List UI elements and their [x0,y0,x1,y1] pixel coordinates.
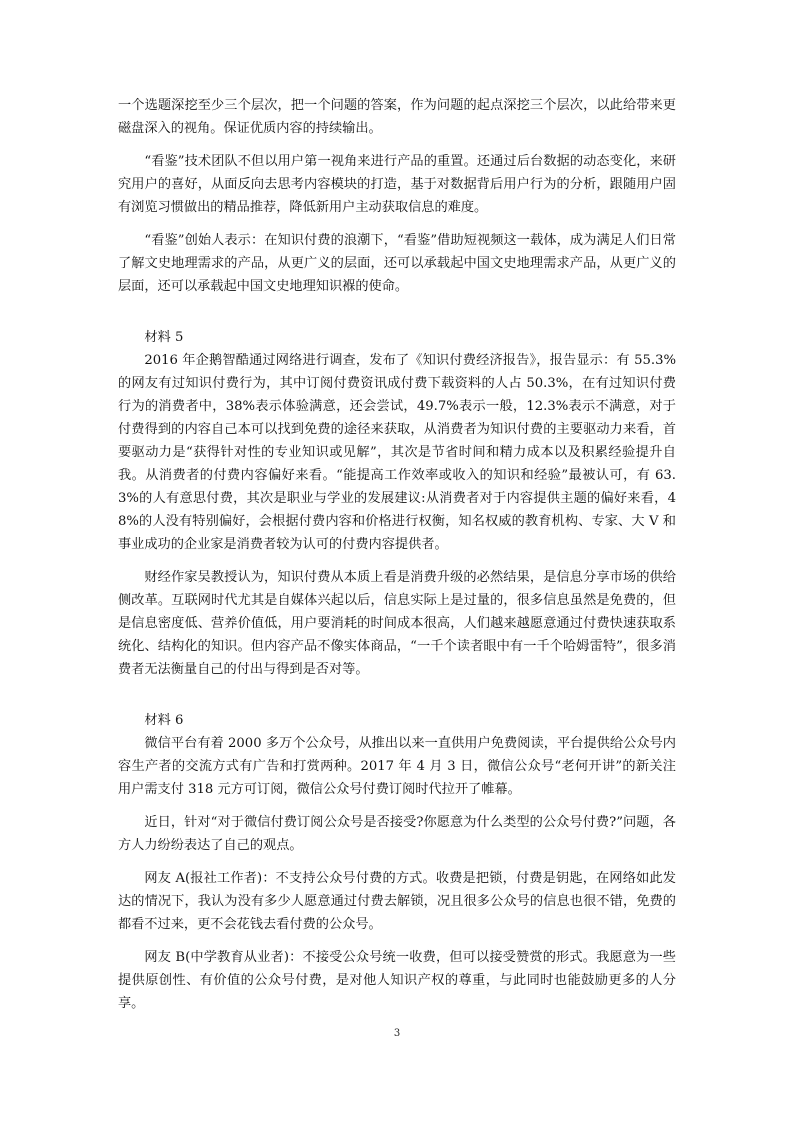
paragraph-kanjian-founder: “看鉴”创始人表示：在知识付费的浪潮下，“看鉴”借助短视频这一载体，成为满足人们日常了解文史地理需求的产品，从更广义的层面，还可以承载起中国文史地理需求产品，从更广义的层面，还可以承载起中国文史地理知识褓的使命。 [118,233,676,294]
section-heading: 材料 6 [144,713,184,728]
paragraph-netizen-b: 网友 B(中学教育从业者)：不接受公众号统一收费，但可以接受赞赏的形式。我愿意为一些提供原创性、有价值的公众号付费，是对他人知识产权的尊重，与此同时也能鼓励更多的人分享。 [118,950,676,1011]
paragraph-recent-question: 近日，针对“对于微信付费订阅公众号是否接受?你愿意为什么类型的公众号付费?”问题，各方人力纷纷表达了自己的观点。 [118,815,676,853]
paragraph-professor-wu: 财经作家吴教授认为，知识付费从本质上看是消费升级的必然结果，是信息分享市场的供给侧改革。互联网时代尤其是自媒体兴起以后，信息实际上是过量的，很多信息虽然是免费的，但是信息密度低、营养价值低，用户要消耗的时间成本很高，人们越来越愿意通过付费快速获取系统化、结构化的知识。但内容产品不像实体商品，“一千个读者眼中有一千个哈姆雷特”，很多消费者无法衡量自己的付出与得到是否对等。 [118,570,676,677]
paragraph-wechat-platform: 微信平台有着 2000 多万个公众号，从推出以来一直供用户免费阅读，平台提供给公众号内容生产者的交流方式有广告和打赏两种。2017 年 4 月 3 日，微信公众号“老何开讲”的新关注用户需支付 318 元方可订阅，微信公众号付费订阅时代拉开了帷幕。 [118,736,676,797]
page-number: 3 [393,1028,401,1039]
section-material-5 [118,326,676,681]
document-body [118,94,676,1015]
section-material-6 [118,709,676,1015]
section-heading: 材料 5 [144,330,184,345]
paragraph-netizen-a: 网友 A(报社工作者)：不支持公众号付费的方式。收费是把锁，付费是钥匙，在网络如此发达的情况下，我认为没有多少人愿意通过付费去解锁，况且很多公众号的信息也很不错，免费的都看不过来，更不会花钱去看付费的公众号。 [118,871,676,932]
paragraph-continuation: 一个选题深挖至少三个层次，把一个问题的答案，作为问题的起点深挖三个层次，以此给带来更磁盘深入的视角。保证优质内容的持续输出。 [118,98,676,136]
paragraph-report: 2016 年企鹅智酷通过网络进行调查，发布了《知识付费经济报告》，报告显示：有 55.3%的网友有过知识付费行为，其中订阅付费资讯成付费下载资料的人占 50.3%，在有过知识付费行为的消费者中，38%表示体验满意，还会尝试，49.7%表示一般，12.3%表示不满意，对于付费得到的内容自己本可以找到免费的途径来获取，从消费者为知识付费的主要驱动力来看，首要驱动力是“获得针对性的专业知识或见解”，其次是节省时间和精力成本以及积累经验提升自我。从消费者的付费内容偏好来看。“能提高工作效率或收入的知识和经验”最被认可，有 63.3%的人有意思付费，其次是职业与学业的发展建议:从消费者对于内容提供主题的偏好来看，48%的人没有特别偏好，会根据付费内容和价格进行权衡，知名权威的教育机构、专家、大 V 和事业成功的企业家是消费者较为认可的付费内容提供者。 [118,353,676,552]
paragraph-kanjian-team: “看鉴”技术团队不但以用户第一视角来进行产品的重置。还通过后台数据的动态变化，来研究用户的喜好，从面反向去思考内容模块的打造，基于对数据背后用户行为的分析，跟随用户固有浏览习惯做出的精品推荐，降低新用户主动获取信息的难度。 [118,154,676,215]
